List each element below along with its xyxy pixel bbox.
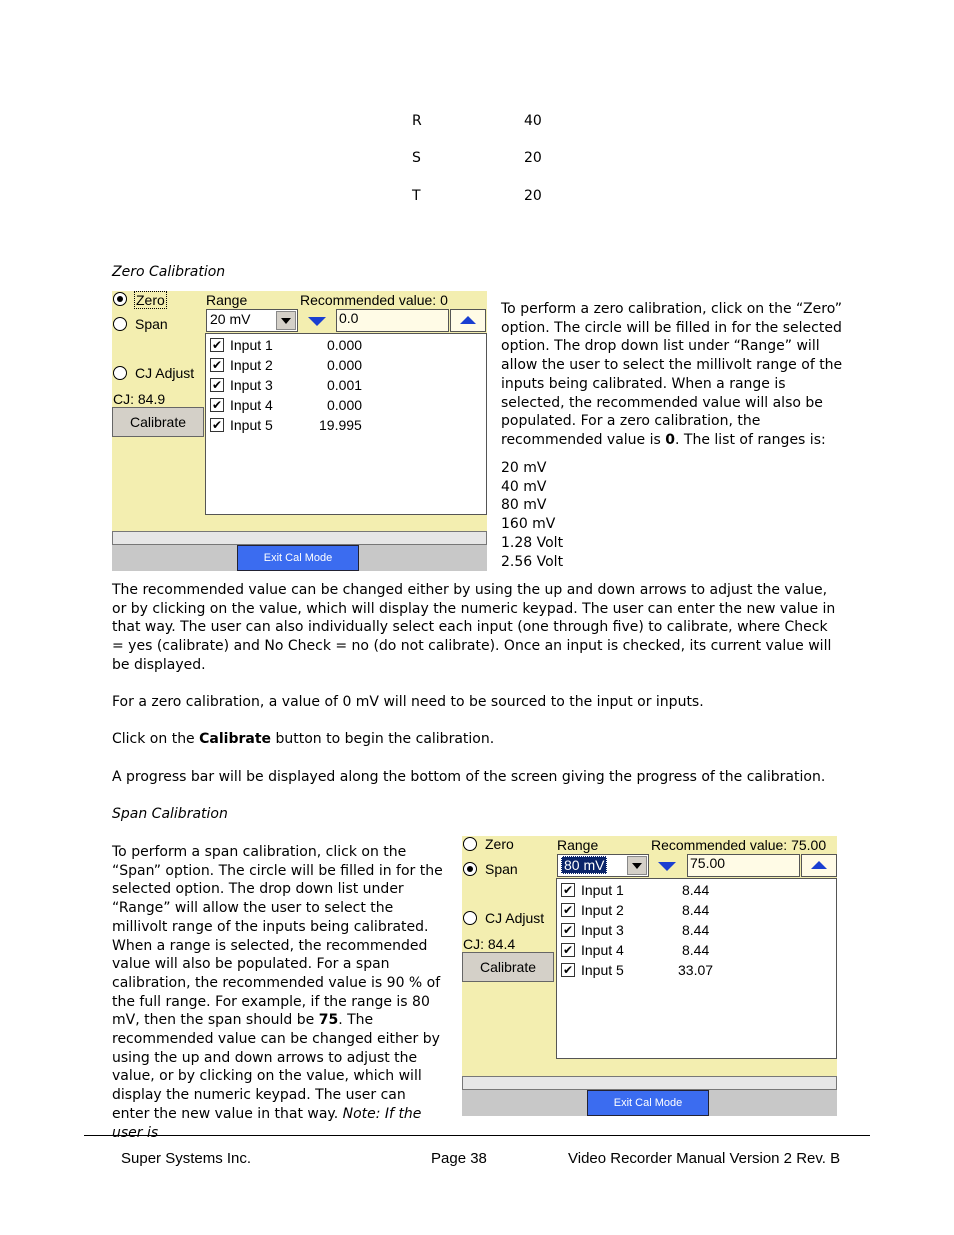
check-icon[interactable]: ✔ (211, 358, 223, 372)
range-label: Range (557, 837, 599, 853)
inputs-list (556, 878, 837, 1059)
span-recommended-bold: 75 (318, 1012, 339, 1029)
tc-value: 40 (524, 113, 542, 129)
input-label: Input 5 (230, 417, 273, 433)
span-calibration-heading: Span Calibration (112, 806, 228, 822)
input-label: Input 3 (581, 922, 624, 938)
inputs-list (205, 333, 487, 515)
input-label: Input 2 (230, 357, 273, 373)
span-description-end: . The recommended value can be changed either by using the up and down arrows to adjust the value, or by clicking on the value, which will display the numeric keypad. The user can enter the new value in that way. (112, 1012, 440, 1122)
check-icon[interactable]: ✔ (562, 883, 574, 897)
list-item[interactable] (561, 922, 821, 940)
spin-up-button[interactable] (801, 854, 837, 877)
list-item: 20 mV (501, 460, 547, 476)
exit-cal-mode-button[interactable]: Exit Cal Mode (587, 1090, 709, 1116)
footer-page: Page 38 (431, 1150, 487, 1167)
list-item: 160 mV (501, 516, 556, 533)
recommended-value-field[interactable] (687, 854, 800, 877)
input-label: Input 2 (581, 902, 624, 918)
click-text-end: button to begin the calibration. (271, 731, 495, 747)
paragraph-recommended: The recommended value can be changed either by using the up and down arrows to adjust the value, or by clicking on the value, which will display the numeric keypad. The user can enter the new value in that way. The user can also individually select each input (one through five) to calibrate, where Check = yes (calibrate) and No Check = no (do not calibrate). Once an input is checked, its current value will be displayed. (112, 582, 836, 673)
input-label: Input 1 (230, 337, 273, 353)
footer-title: Video Recorder Manual Version 2 Rev. B (568, 1150, 841, 1167)
spin-up-button[interactable] (450, 309, 486, 332)
range-list (501, 459, 563, 571)
tc-value: 20 (524, 150, 542, 166)
list-item: 40 mV (501, 478, 547, 495)
footer-company: Super Systems Inc. (121, 1150, 252, 1167)
radio-zero[interactable] (113, 292, 127, 306)
input-value: 33.07 (678, 962, 714, 978)
radio-zero-label: Zero (485, 836, 514, 852)
chevron-down-icon[interactable] (276, 311, 296, 330)
radio-span-label: Span (135, 316, 168, 332)
triangle-up-icon[interactable] (811, 861, 827, 869)
recommended-value-field[interactable] (336, 309, 449, 332)
recommended-label: Recommended value: 75.00 (651, 837, 827, 853)
footer-divider (84, 1135, 870, 1136)
paragraph-click-calibrate (112, 730, 842, 749)
table-row (412, 113, 542, 129)
table-row (412, 188, 542, 204)
list-item[interactable] (561, 942, 821, 960)
range-label: Range (206, 292, 248, 308)
range-value: 80 mV (561, 856, 607, 874)
radio-cj-label: CJ Adjust (135, 365, 195, 381)
zero-description-text: To perform a zero calibration, click on the “Zero” option. The circle will be filled in for the selected option. The drop down list under “Range” will allow the user to select the millivolt range of the inputs being calibrated. When a range is selected, the recommended value will also be populated. For a zero calibration, the recommended value is (501, 301, 843, 448)
tc-type: R (412, 113, 422, 129)
list-item: 80 mV (501, 497, 547, 514)
calibrate-button[interactable]: Calibrate (462, 952, 554, 982)
zero-calibration-panel (112, 291, 487, 571)
check-icon[interactable]: ✔ (211, 378, 223, 392)
check-icon[interactable]: ✔ (211, 398, 223, 412)
radio-zero[interactable] (463, 837, 477, 851)
recommended-value: 75.00 (690, 855, 726, 871)
click-text: Click on the (112, 731, 200, 747)
progress-bar (462, 1076, 837, 1090)
radio-cj-label: CJ Adjust (485, 910, 545, 926)
recommended-label: Recommended value: 0 (300, 292, 448, 308)
paragraph-zero-source: For a zero calibration, a value of 0 mV will need to be sourced to the input or inputs. (112, 694, 704, 710)
radio-span[interactable] (463, 862, 477, 876)
list-item: 1.28 Volt (501, 534, 564, 551)
check-icon[interactable]: ✔ (211, 338, 223, 352)
exit-cal-mode-button[interactable]: Exit Cal Mode (237, 545, 359, 571)
span-calibration-panel (462, 836, 837, 1116)
radio-span-label: Span (485, 861, 518, 877)
tc-value: 20 (524, 188, 542, 204)
cj-value: CJ: 84.4 (463, 936, 516, 952)
check-icon[interactable]: ✔ (562, 963, 574, 977)
input-value: 8.44 (682, 882, 710, 898)
input-value: 19.995 (319, 417, 362, 433)
table-row (412, 150, 542, 166)
input-value: 0.001 (327, 377, 363, 393)
list-item[interactable] (210, 337, 470, 355)
triangle-down-icon[interactable] (658, 862, 676, 871)
span-note: Note: If the user is (112, 1105, 422, 1141)
list-item: 2.56 Volt (501, 553, 564, 570)
check-icon[interactable]: ✔ (562, 903, 574, 917)
chevron-down-icon[interactable] (627, 856, 647, 875)
recommended-value: 0.0 (339, 310, 359, 326)
input-value: 0.000 (327, 337, 363, 353)
input-value: 8.44 (682, 922, 710, 938)
zero-calibration-heading: Zero Calibration (112, 264, 226, 280)
range-dropdown[interactable] (557, 854, 649, 877)
check-icon[interactable]: ✔ (562, 943, 574, 957)
progress-bar (112, 531, 487, 545)
input-value: 8.44 (682, 902, 710, 918)
span-description (112, 843, 445, 1142)
range-value: 20 mV (210, 311, 251, 327)
input-value: 0.000 (327, 397, 363, 413)
calibrate-bold: Calibrate (199, 731, 272, 747)
tc-type: S (412, 150, 421, 166)
radio-cj-adjust[interactable] (463, 911, 477, 925)
zero-description (501, 300, 846, 450)
list-item[interactable] (210, 357, 470, 375)
tc-type: T (412, 188, 421, 204)
input-label: Input 3 (230, 377, 273, 393)
list-item[interactable] (561, 882, 821, 900)
radio-zero-label: Zero (136, 292, 165, 308)
input-label: Input 5 (581, 962, 624, 978)
input-label: Input 4 (230, 397, 273, 413)
radio-span[interactable] (113, 317, 127, 331)
paragraph-progress: A progress bar will be displayed along the bottom of the screen giving the progress of the calibration. (112, 769, 826, 785)
input-value: 8.44 (682, 942, 710, 958)
input-value: 0.000 (327, 357, 363, 373)
cj-value: CJ: 84.9 (113, 391, 166, 407)
list-item[interactable] (210, 377, 470, 395)
input-label: Input 4 (581, 942, 624, 958)
radio-cj-adjust[interactable] (113, 366, 127, 380)
input-label: Input 1 (581, 882, 624, 898)
calibrate-button[interactable]: Calibrate (112, 407, 204, 437)
list-item[interactable] (210, 417, 470, 435)
triangle-up-icon[interactable] (460, 316, 476, 324)
span-description-text: To perform a span calibration, click on the “Span” option. The circle will be filled in for the selected option. The drop down list under “Range” will allow the user to select the millivolt range of the inputs being calibrated. When a range is selected, the recommended value will also be populated. For a span calibration, the recommended value is 90 % of the full range. For example, if the range is 80 mV, then the span should be (112, 844, 443, 1029)
zero-recommended-bold: 0 (665, 431, 675, 448)
list-item[interactable] (210, 397, 470, 415)
range-dropdown[interactable] (206, 309, 298, 332)
check-icon[interactable]: ✔ (211, 418, 223, 432)
check-icon[interactable]: ✔ (562, 923, 574, 937)
list-item[interactable] (561, 902, 821, 920)
list-item[interactable] (561, 962, 821, 980)
zero-description-end: . The list of ranges is: (675, 431, 826, 448)
triangle-down-icon[interactable] (308, 317, 326, 326)
